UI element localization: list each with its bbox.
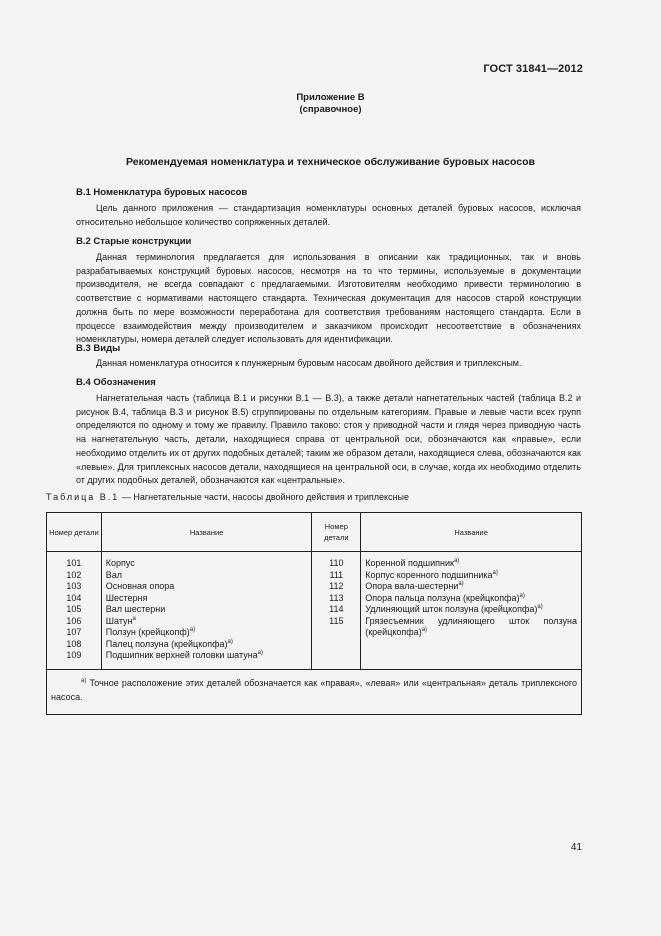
section-text-b3: Данная номенклатура относится к плунжерным буровым насосам двойного действия и триплексным. [96, 358, 522, 368]
table-caption-text: — Нагнетательные части, насосы двойного действия и триплексные [119, 492, 410, 502]
part-number: 104 [66, 592, 82, 603]
part-name: Основная опора [105, 581, 175, 591]
header-number-left: Номер детали [47, 513, 102, 552]
part-number: 113 [329, 592, 344, 603]
footnote-ref: а) [519, 592, 525, 599]
part-number: 102 [66, 569, 82, 580]
section-heading-b1: В.1 Номенклатура буровых насосов [76, 187, 248, 198]
part-name: Грязесъемник удлиняющего шток ползуна (крейцкопфа)$^{а)}$ [365, 615, 577, 637]
part-number: 101 [66, 558, 82, 568]
footnote-ref: а [132, 615, 136, 622]
part-name: Вал [105, 569, 123, 580]
part-number: 112 [329, 581, 344, 591]
part-name: Опора пальца ползуна (крейцкопфа)$^{а)}$ [365, 592, 525, 603]
part-number: 105 [66, 604, 82, 614]
part-name: Коренной подшипник$^{а)}$ [365, 558, 460, 568]
footnote-ref: а) [257, 650, 264, 656]
right-names [361, 552, 582, 670]
section-text-b4: Нагнетательная часть (таблица В.1 и рисунки В.1 — В.3), а также детали нагнетательных частей (таблица В.2 и рисунок В.4, таблица В.3 и рисунок В.5) сгруппированы по отдельным категориям. Правые и левые части всех групп определяются по одному и тому же правилу. Правило таково: стоя у приводной части и глядя через приводную часть на нагнетательную часть, детали, находящиеся справа от центральной оси, обозначаются как «правые», если необходимо отделить их от других подобных деталей; таким же образом детали, находящиеся слева, обозначаются как «левые». Для триплексных насосов детали, находящиеся на центральной оси, в случае, когда их необходимо отделить от других подобных деталей, обозначаются как «центральные». [76, 393, 581, 486]
section-heading-b2: В.2 Старые конструкции [76, 236, 192, 247]
part-name: Шатун$^а$ [105, 615, 136, 626]
part-number: 114 [329, 604, 344, 614]
part-number: 109 [66, 650, 82, 660]
part-number: 107 [66, 627, 82, 637]
right-numbers [312, 552, 361, 670]
part-number: 115 [329, 615, 344, 626]
section-heading-b3: В.3 Виды [76, 343, 121, 354]
part-name: Палец ползуна (крейцкопфа)$^{а)}$ [105, 638, 233, 649]
section-heading-b4: В.4 Обозначения [76, 377, 156, 388]
header-name-right: Название [361, 513, 582, 552]
part-number: 110 [329, 558, 344, 568]
footnote-ref: а) [227, 638, 233, 645]
footnote-ref: а) [453, 558, 460, 564]
standard-code: ГОСТ 31841—2012 [483, 63, 583, 75]
part-name: Ползун (крейцкопф)$^{а)}$ [105, 627, 196, 637]
footnote-ref: а) [458, 581, 464, 587]
header-name-left: Название [101, 513, 312, 552]
part-number: 103 [66, 581, 82, 591]
left-names [101, 552, 312, 670]
footnote-ref: а) [537, 604, 543, 610]
part-name: Вал шестерни [105, 604, 166, 614]
left-numbers [47, 552, 102, 670]
parts-table [46, 512, 582, 715]
header-number-right: Номер детали [312, 513, 361, 552]
appendix-type: (справочное) [299, 104, 362, 115]
table-caption [46, 492, 409, 502]
footnote-ref: а) [492, 569, 498, 576]
part-number: 106 [66, 615, 82, 626]
part-name: Подшипник верхней головки шатуна$^{а)}$ [105, 650, 264, 660]
section-text-b2: Данная терминология предлагается для использования в описании как традиционных, так и вновь разрабатываемых конструкций буровых насосов, несмотря на то что термины, используемые в документации производителя, не всегда совпадают с предлагаемыми. Изготовителям необходимо привести терминологию в соответствие с нормативами настоящего стандарта. Техническая документация для насосов старой конструкции должна быть по мере возможности переработана для соответствия требованиям настоящего стандарта. Если в процессе взаимодействия между производителем и заказчиком происходит несоответствие в обозначениях номенклатуры, номера деталей следует использовать для идентификации. [76, 252, 581, 345]
table-body-row [47, 552, 582, 670]
table-caption-label: Таблица В.1 [46, 492, 120, 502]
part-name: Корпус [105, 558, 135, 568]
table-footnote: $^{а)}$ Точное расположение этих деталей обозначается как «правая», «левая» или «центральная» деталь триплексного насоса. [47, 670, 582, 715]
footnote-ref: а) [189, 627, 196, 633]
page-title: Рекомендуемая номенклатура и техническое обслуживание буровых насосов [126, 156, 535, 168]
appendix-label: Приложение В [296, 92, 365, 103]
page-number: 41 [570, 842, 582, 853]
part-number: 108 [66, 638, 82, 649]
part-name: Корпус коренного подшипника$^{а)}$ [365, 569, 498, 580]
section-text-b1: Цель данного приложения — стандартизация номенклатуры основных деталей буровых насосов, исключая относительно небольшое количество сопряженных деталей. [76, 203, 581, 227]
table-footnote-row [47, 670, 582, 715]
table-header-row [47, 513, 582, 552]
footnote-ref: а) [421, 627, 428, 633]
part-name: Шестерня [105, 592, 148, 603]
part-name: Удлиняющий шток ползуна (крейцкопфа)$^{а)}$ [365, 604, 543, 614]
part-name: Опора вала-шестерни$^{а)}$ [365, 581, 464, 591]
part-number: 111 [329, 569, 344, 580]
footnote-mark: а) [81, 678, 87, 684]
